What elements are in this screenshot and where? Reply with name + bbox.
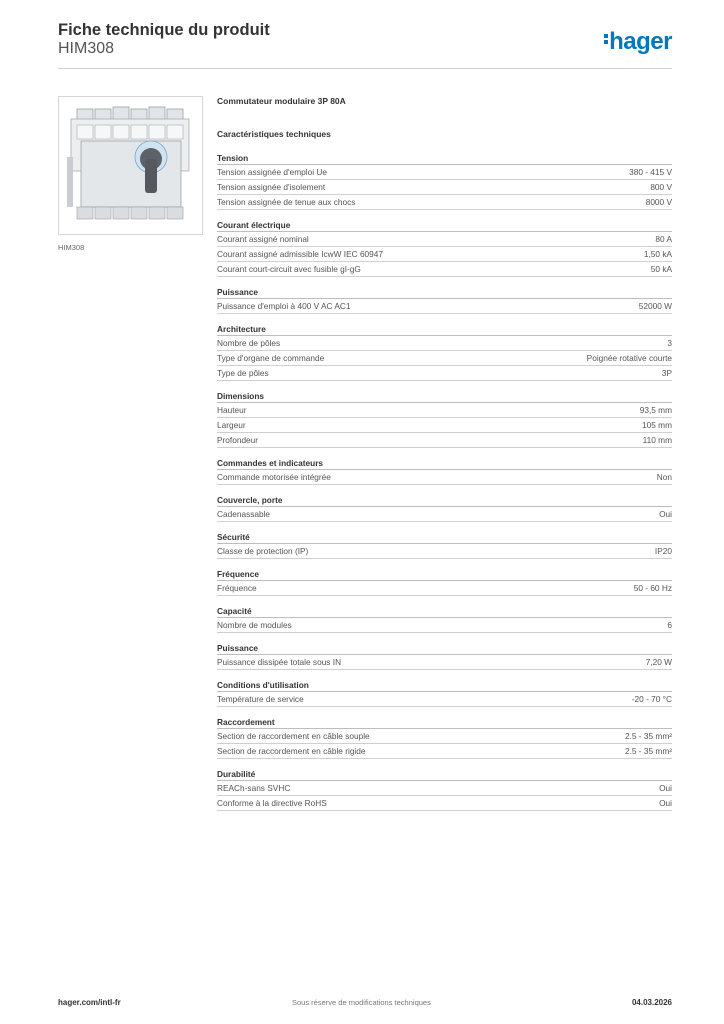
spec-value: 6: [667, 620, 672, 630]
spec-row: [217, 247, 672, 262]
spec-label: Tension assignée de tenue aux chocs: [217, 197, 356, 207]
spec-group-title: Conditions d'utilisation: [217, 679, 672, 692]
spec-label: Commande motorisée intégrée: [217, 472, 331, 482]
spec-row: [217, 581, 672, 596]
spec-group-title: Raccordement: [217, 716, 672, 729]
spec-group: [217, 605, 672, 633]
spec-row: [217, 618, 672, 633]
spec-row: [217, 729, 672, 744]
footer-date: 04.03.2026: [631, 998, 672, 1007]
spec-label: Classe de protection (IP): [217, 546, 309, 556]
spec-label: Cadenassable: [217, 509, 271, 519]
page-title: Fiche technique du produit: [58, 21, 270, 39]
spec-group-title: Durabilité: [217, 768, 672, 781]
spec-label: Tension assignée d'isolement: [217, 182, 326, 192]
spec-group: [217, 716, 672, 759]
spec-row: [217, 418, 672, 433]
spec-value: 8000 V: [645, 197, 672, 207]
logo-dots-icon: [604, 32, 608, 46]
header-divider: [58, 68, 672, 69]
spec-group-title: Capacité: [217, 605, 672, 618]
spec-group: [217, 642, 672, 670]
spec-label: Nombre de pôles: [217, 338, 281, 348]
spec-value: IP20: [654, 546, 672, 556]
spec-row: [217, 165, 672, 180]
spec-value: 3: [667, 338, 672, 348]
spec-row: [217, 781, 672, 796]
spec-value: Non: [656, 472, 672, 482]
page-header: [58, 20, 672, 58]
spec-group: [217, 494, 672, 522]
spec-label: Profondeur: [217, 435, 259, 445]
spec-value: Poignée rotative courte: [586, 353, 672, 363]
spec-label: Courant assigné admissible IcwW IEC 60947: [217, 249, 384, 259]
spec-value: 7,20 W: [645, 657, 672, 667]
spec-group: [217, 286, 672, 314]
logo-text: hager: [609, 28, 672, 55]
spec-value: 52000 W: [638, 301, 672, 311]
spec-group: [217, 390, 672, 448]
spec-group-title: Couvercle, porte: [217, 494, 672, 507]
spec-row: [217, 336, 672, 351]
spec-value: -20 - 70 °C: [631, 694, 672, 704]
spec-group-title: Tension: [217, 152, 672, 165]
spec-row: [217, 470, 672, 485]
spec-row: [217, 744, 672, 759]
specifications-panel: [217, 96, 672, 820]
spec-value: 50 - 60 Hz: [633, 583, 672, 593]
specification-groups: [217, 152, 672, 811]
spec-group-title: Puissance: [217, 642, 672, 655]
product-reference: HIM308: [58, 40, 115, 57]
spec-value: 50 kA: [650, 264, 672, 274]
image-caption: HIM308: [58, 243, 85, 252]
spec-value: 380 - 415 V: [629, 167, 672, 177]
spec-group: [217, 679, 672, 707]
spec-group: [217, 568, 672, 596]
spec-value: 93,5 mm: [639, 405, 672, 415]
spec-value: 110 mm: [642, 435, 672, 445]
spec-value: 80 A: [655, 234, 672, 244]
spec-row: [217, 232, 672, 247]
spec-group: [217, 219, 672, 277]
spec-group-title: Fréquence: [217, 568, 672, 581]
spec-group-title: Sécurité: [217, 531, 672, 544]
spec-group-title: Commandes et indicateurs: [217, 457, 672, 470]
spec-group: [217, 531, 672, 559]
spec-row: [217, 507, 672, 522]
spec-row: [217, 195, 672, 210]
spec-row: [217, 262, 672, 277]
spec-label: Conforme à la directive RoHS: [217, 798, 327, 808]
spec-row: [217, 366, 672, 381]
spec-row: [217, 796, 672, 811]
spec-group-title: Architecture: [217, 323, 672, 336]
spec-value: Oui: [659, 798, 672, 808]
spec-label: Puissance dissipée totale sous IN: [217, 657, 342, 667]
spec-label: Courant assigné nominal: [217, 234, 309, 244]
spec-value: 105 mm: [642, 420, 672, 430]
spec-label: Hauteur: [217, 405, 247, 415]
spec-label: REACh-sans SVHC: [217, 783, 291, 793]
spec-value: Oui: [659, 509, 672, 519]
specifications-heading: Caractéristiques techniques: [217, 129, 331, 139]
spec-label: Section de raccordement en câble souple: [217, 731, 370, 741]
footer-website: hager.com/intl-fr: [58, 998, 121, 1007]
spec-group: [217, 457, 672, 485]
spec-group-title: Dimensions: [217, 390, 672, 403]
spec-group: [217, 152, 672, 210]
spec-label: Puissance d'emploi à 400 V AC AC1: [217, 301, 351, 311]
spec-label: Fréquence: [217, 583, 257, 593]
spec-row: [217, 299, 672, 314]
product-name: Commutateur modulaire 3P 80A: [217, 96, 346, 106]
spec-row: [217, 544, 672, 559]
spec-label: Tension assignée d'emploi Ue: [217, 167, 327, 177]
spec-value: 800 V: [650, 182, 672, 192]
spec-group: [217, 323, 672, 381]
hager-logo: [604, 28, 672, 56]
spec-row: [217, 180, 672, 195]
spec-value: Oui: [659, 783, 672, 793]
spec-row: [217, 433, 672, 448]
spec-label: Largeur: [217, 420, 246, 430]
spec-group-title: Puissance: [217, 286, 672, 299]
spec-group-title: Courant électrique: [217, 219, 672, 232]
spec-row: [217, 403, 672, 418]
spec-group: [217, 768, 672, 811]
footer-note: Sous réserve de modifications techniques: [292, 998, 431, 1007]
spec-row: [217, 655, 672, 670]
product-image: [58, 96, 203, 235]
spec-row: [217, 692, 672, 707]
spec-label: Type d'organe de commande: [217, 353, 325, 363]
spec-value: 2.5 - 35 mm²: [624, 731, 672, 741]
spec-label: Section de raccordement en câble rigide: [217, 746, 366, 756]
spec-row: [217, 351, 672, 366]
spec-label: Courant court-circuit avec fusible gI-gG: [217, 264, 361, 274]
spec-label: Nombre de modules: [217, 620, 292, 630]
spec-value: 2.5 - 35 mm²: [624, 746, 672, 756]
spec-value: 1,50 kA: [643, 249, 672, 259]
spec-label: Type de pôles: [217, 368, 269, 378]
spec-value: 3P: [661, 368, 672, 378]
modular-switch-illustration: [59, 97, 202, 234]
spec-label: Température de service: [217, 694, 304, 704]
